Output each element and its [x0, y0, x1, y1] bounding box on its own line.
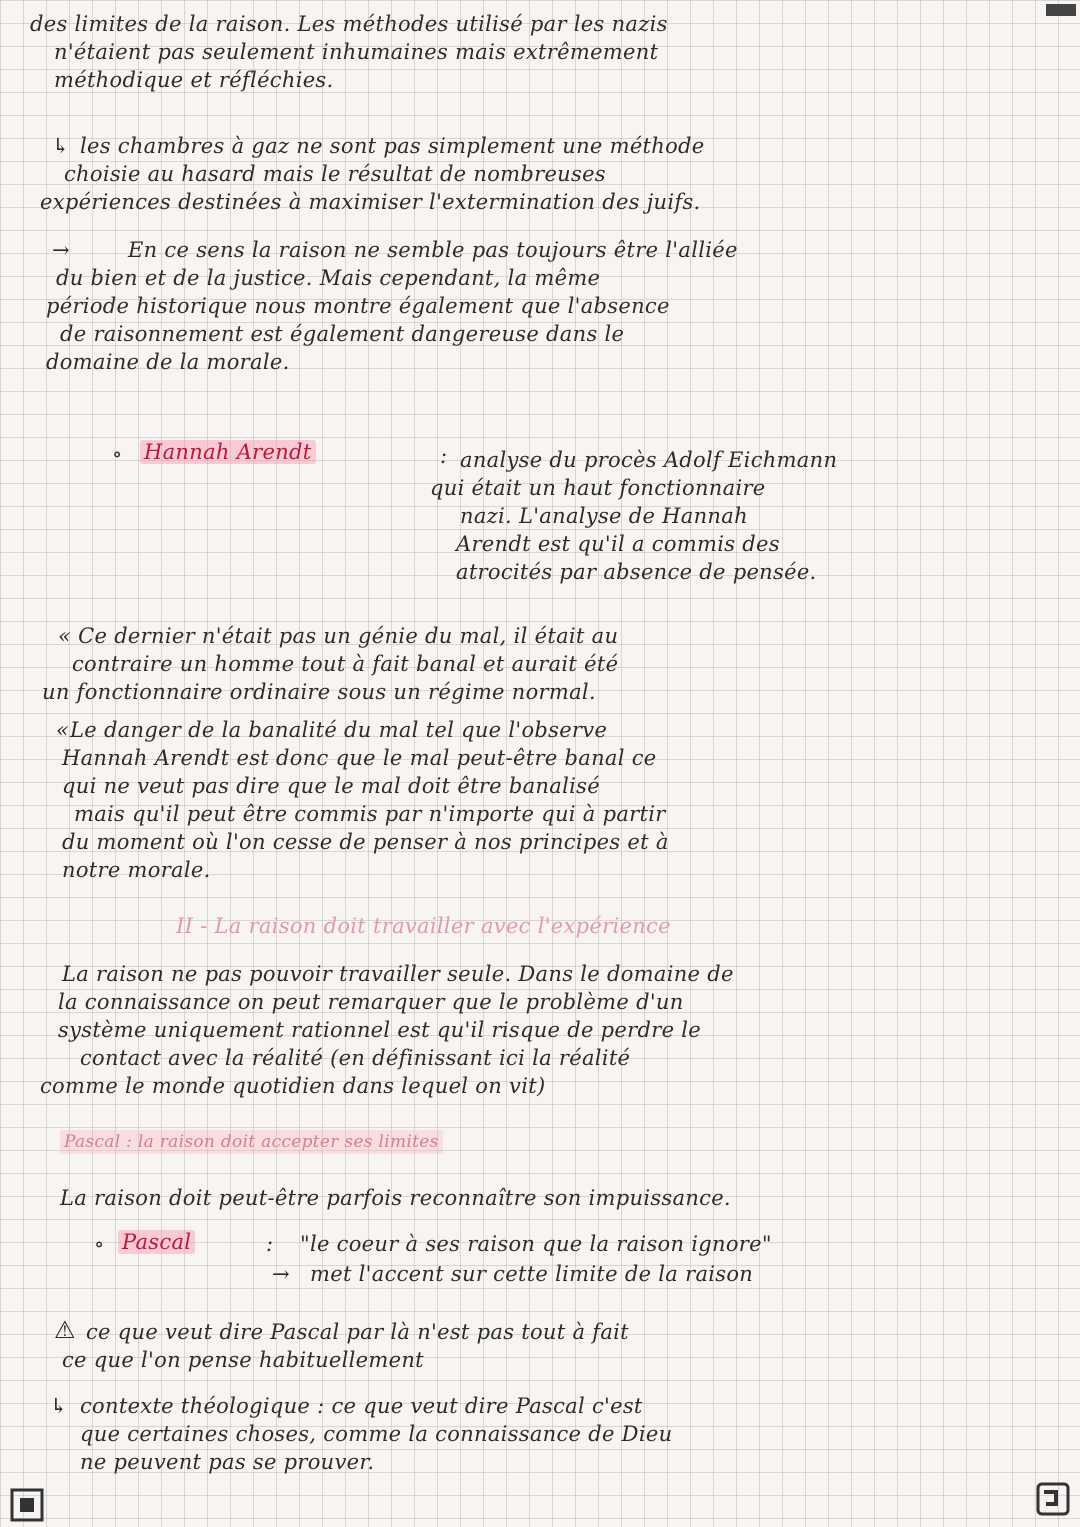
- text-line: Hannah Arendt est donc que le mal peut-être banal ce: [62, 746, 657, 770]
- text-line: que certaines choses, comme la connaissance de Dieu: [80, 1422, 673, 1446]
- text-line: Arendt est qu'il a commis des: [456, 532, 780, 556]
- text-line: met l'accent sur cette limite de la raison: [310, 1262, 754, 1286]
- text-line: contact avec la réalité (en définissant ici la réalité: [80, 1046, 631, 1070]
- section-heading: II - La raison doit travailler avec l'expérience: [176, 914, 671, 938]
- text-line: de raisonnement est également dangereuse dans le: [60, 322, 625, 346]
- colon: :: [440, 444, 448, 468]
- sub-arrow-icon: ↳: [52, 134, 70, 158]
- corner-mark-icon: [1040, 0, 1080, 18]
- sub-arrow-icon: ↳: [50, 1394, 68, 1418]
- quote-line: contraire un homme tout à fait banal et aurait été: [72, 652, 619, 676]
- text-line: analyse du procès Adolf Eichmann: [460, 448, 838, 472]
- name-arendt: Hannah Arendt: [140, 440, 316, 464]
- text-line: les chambres à gaz ne sont pas simplement une méthode: [80, 134, 705, 158]
- text-line: système uniquement rationnel est qu'il risque de perdre le: [58, 1018, 702, 1042]
- text-line: ne peuvent pas se prouver.: [80, 1450, 375, 1474]
- bullet-icon: ∘: [112, 442, 123, 466]
- text-line: atrocités par absence de pensée.: [456, 560, 817, 584]
- bullet-icon: ∘: [94, 1232, 105, 1256]
- text-line: La raison doit peut-être parfois reconnaître son impuissance.: [60, 1186, 731, 1210]
- text-line: Le danger de la banalité du mal tel que l'observe: [70, 718, 608, 742]
- text-line: contexte théologique : ce que veut dire Pascal c'est: [80, 1394, 643, 1418]
- text-line: méthodique et réfléchies.: [54, 68, 334, 92]
- text-line: qui ne veut pas dire que le mal doit être banalisé: [62, 774, 600, 798]
- text-line: qui était un haut fonctionnaire: [430, 476, 766, 500]
- text-line: n'étaient pas seulement inhumaines mais extrêmement: [54, 40, 659, 64]
- text-line: La raison ne pas pouvoir travailler seule. Dans le domaine de: [62, 962, 734, 986]
- text-line: domaine de la morale.: [46, 350, 290, 374]
- corner-bracket-icon: [1036, 1482, 1070, 1516]
- text-line: expériences destinées à maximiser l'extermination des juifs.: [40, 190, 701, 214]
- name-pascal: Pascal: [118, 1230, 195, 1254]
- text-line: ce que l'on pense habituellement: [62, 1348, 424, 1372]
- quote-line: un fonctionnaire ordinaire sous un régime normal.: [42, 680, 596, 704]
- right-arrow-icon: →: [272, 1262, 290, 1286]
- text-line: En ce sens la raison ne semble pas toujours être l'alliée: [128, 238, 738, 262]
- pascal-quote: "le coeur à ses raison que la raison ignore": [300, 1232, 772, 1256]
- text-line: du moment où l'on cesse de penser à nos principes et à: [62, 830, 669, 854]
- text-line: notre morale.: [62, 858, 211, 882]
- quote-mark: «: [56, 718, 70, 742]
- warning-icon: ⚠: [54, 1316, 76, 1344]
- text-line: nazi. L'analyse de Hannah: [460, 504, 748, 528]
- text-line: choisie au hasard mais le résultat de nombreuses: [64, 162, 606, 186]
- text-line: des limites de la raison. Les méthodes utilisé par les nazis: [30, 12, 668, 36]
- text-line: la connaissance on peut remarquer que le problème d'un: [58, 990, 684, 1014]
- text-line: mais qu'il peut être commis par n'importe qui à partir: [74, 802, 666, 826]
- sub-heading-pascal: Pascal : la raison doit accepter ses limites: [60, 1130, 443, 1154]
- text-line: du bien et de la justice. Mais cependant, la même: [56, 266, 601, 290]
- right-arrow-icon: →: [52, 238, 70, 262]
- text-line: ce que veut dire Pascal par là n'est pas tout à fait: [86, 1320, 629, 1344]
- text-line: période historique nous montre également que l'absence: [46, 294, 670, 318]
- text-line: comme le monde quotidien dans lequel on vit): [40, 1074, 546, 1098]
- colon: :: [266, 1232, 274, 1256]
- quote-line: « Ce dernier n'était pas un génie du mal, il était au: [58, 624, 619, 648]
- corner-bracket-icon: [10, 1488, 44, 1522]
